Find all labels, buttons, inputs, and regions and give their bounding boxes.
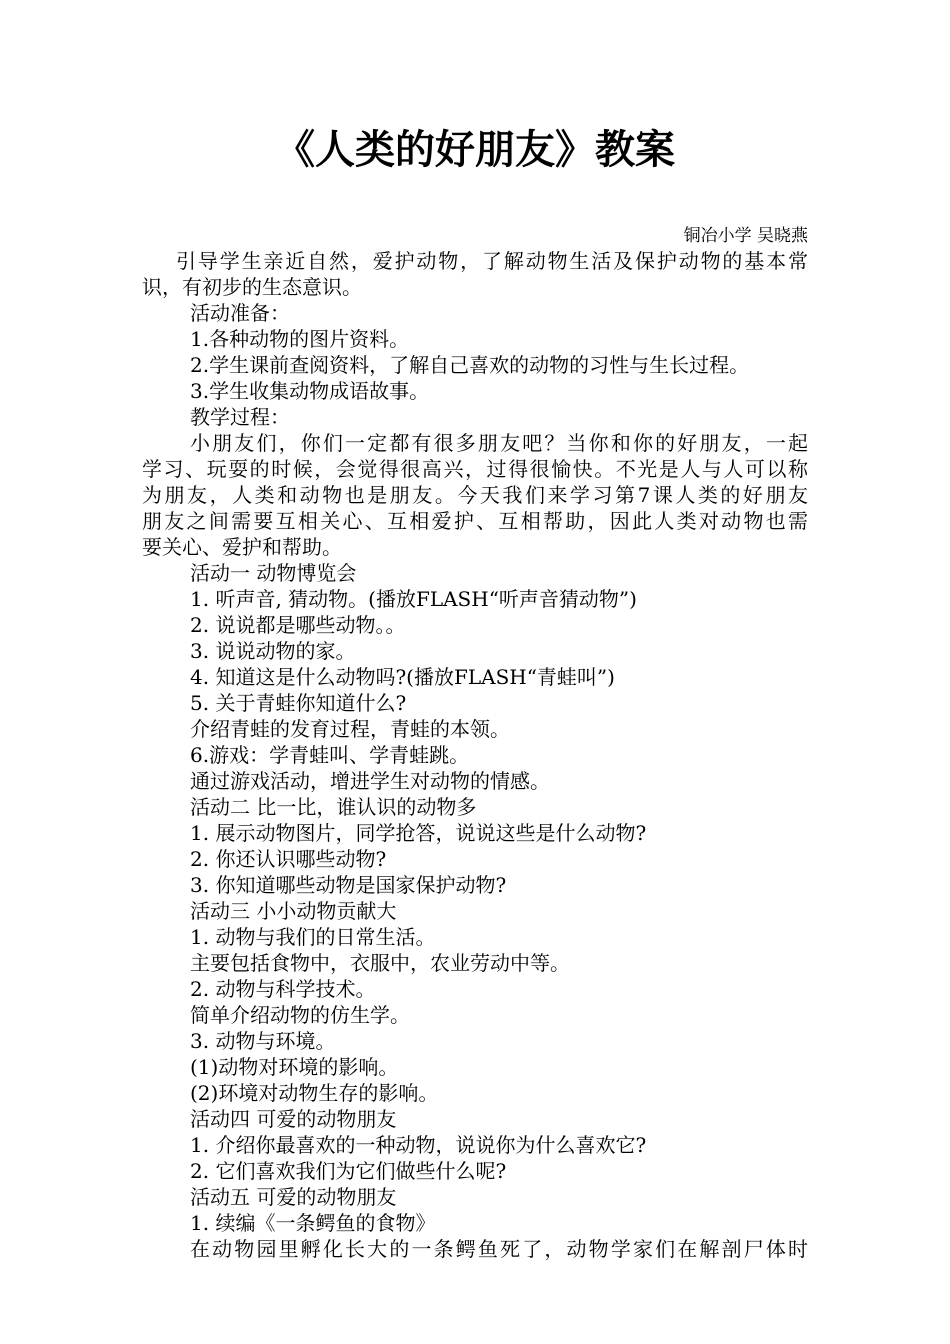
text-line: 1. 动物与我们的日常生活。 [190,925,436,949]
text-line: 活动一 动物博览会 [190,561,357,585]
text-line: 教学过程： [190,405,290,429]
text-line: (1)动物对环境的影响。 [190,1055,399,1079]
text-line: 2. 它们喜欢我们为它们做些什么呢? [190,1159,507,1183]
document-author: 铜冶小学 吴晓燕 [683,226,808,246]
text-line: 介绍青蛙的发育过程，青蛙的本领。 [190,717,510,741]
text-line: 要关心、爱护和帮助。 [142,535,342,559]
text-line: 活动四 可爱的动物朋友 [190,1107,397,1131]
text-line: 1. 介绍你最喜欢的一种动物，说说你为什么喜欢它? [190,1133,647,1157]
text-line: (2)环境对动物生存的影响。 [190,1081,439,1105]
text-line: 活动准备： [190,301,290,325]
text-line: 通过游戏活动，增进学生对动物的情感。 [190,769,550,793]
text-line: 1. 展示动物图片，同学抢答，说说这些是什么动物? [190,821,647,845]
text-line: 小朋友们，你们一定都有很多朋友吧？当你和你的好朋友，一起 [190,431,808,455]
text-line: 2.学生课前查阅资料，了解自己喜欢的动物的习性与生长过程。 [190,353,750,377]
text-line: 活动五 可爱的动物朋友 [190,1185,397,1209]
text-line: 活动二 比一比，谁认识的动物多 [190,795,477,819]
text-line: 6.游戏：学青蛙叫、学青蛙跳。 [190,743,470,767]
text-line: 1. 听声音, 猜动物。(播放FLASH“听声音猜动物”) [190,587,637,611]
text-line: 朋友之间需要互相关心、互相爱护、互相帮助，因此人类对动物也需 [142,509,808,533]
document-body [142,248,808,1262]
text-line: 为朋友，人类和动物也是朋友。今天我们来学习第7课人类的好朋友 [142,483,808,507]
text-line: 引导学生亲近自然，爱护动物，了解动物生活及保护动物的基本常 [176,249,808,273]
text-line: 主要包括食物中，衣服中，农业劳动中等。 [190,951,570,975]
text-line: 在动物园里孵化长大的一条鳄鱼死了，动物学家们在解剖尸体时 [190,1237,808,1261]
text-line: 3. 动物与环境。 [190,1029,336,1053]
text-line: 4. 知道这是什么动物吗?(播放FLASH“青蛙叫”) [190,665,615,689]
text-line: 3.学生收集动物成语故事。 [190,379,430,403]
text-line: 1.各种动物的图片资料。 [190,327,410,351]
text-line: 2. 动物与科学技术。 [190,977,376,1001]
text-line: 2. 你还认识哪些动物? [190,847,387,871]
text-line: 3. 说说动物的家。 [190,639,356,663]
text-line: 2. 说说都是哪些动物。。 [190,613,406,637]
document-title: 《人类的好朋友》教案 [275,127,675,173]
text-line: 5. 关于青蛙你知道什么? [190,691,407,715]
text-line: 3. 你知道哪些动物是国家保护动物? [190,873,507,897]
text-line: 活动三 小小动物贡献大 [190,899,397,923]
text-line: 学习、玩耍的时候，会觉得很高兴，过得很愉快。不光是人与人可以称 [142,457,808,481]
text-line: 识，有初步的生态意识。 [142,275,362,299]
text-line: 1. 续编《一条鳄鱼的食物》 [190,1211,436,1235]
text-line: 简单介绍动物的仿生学。 [190,1003,410,1027]
